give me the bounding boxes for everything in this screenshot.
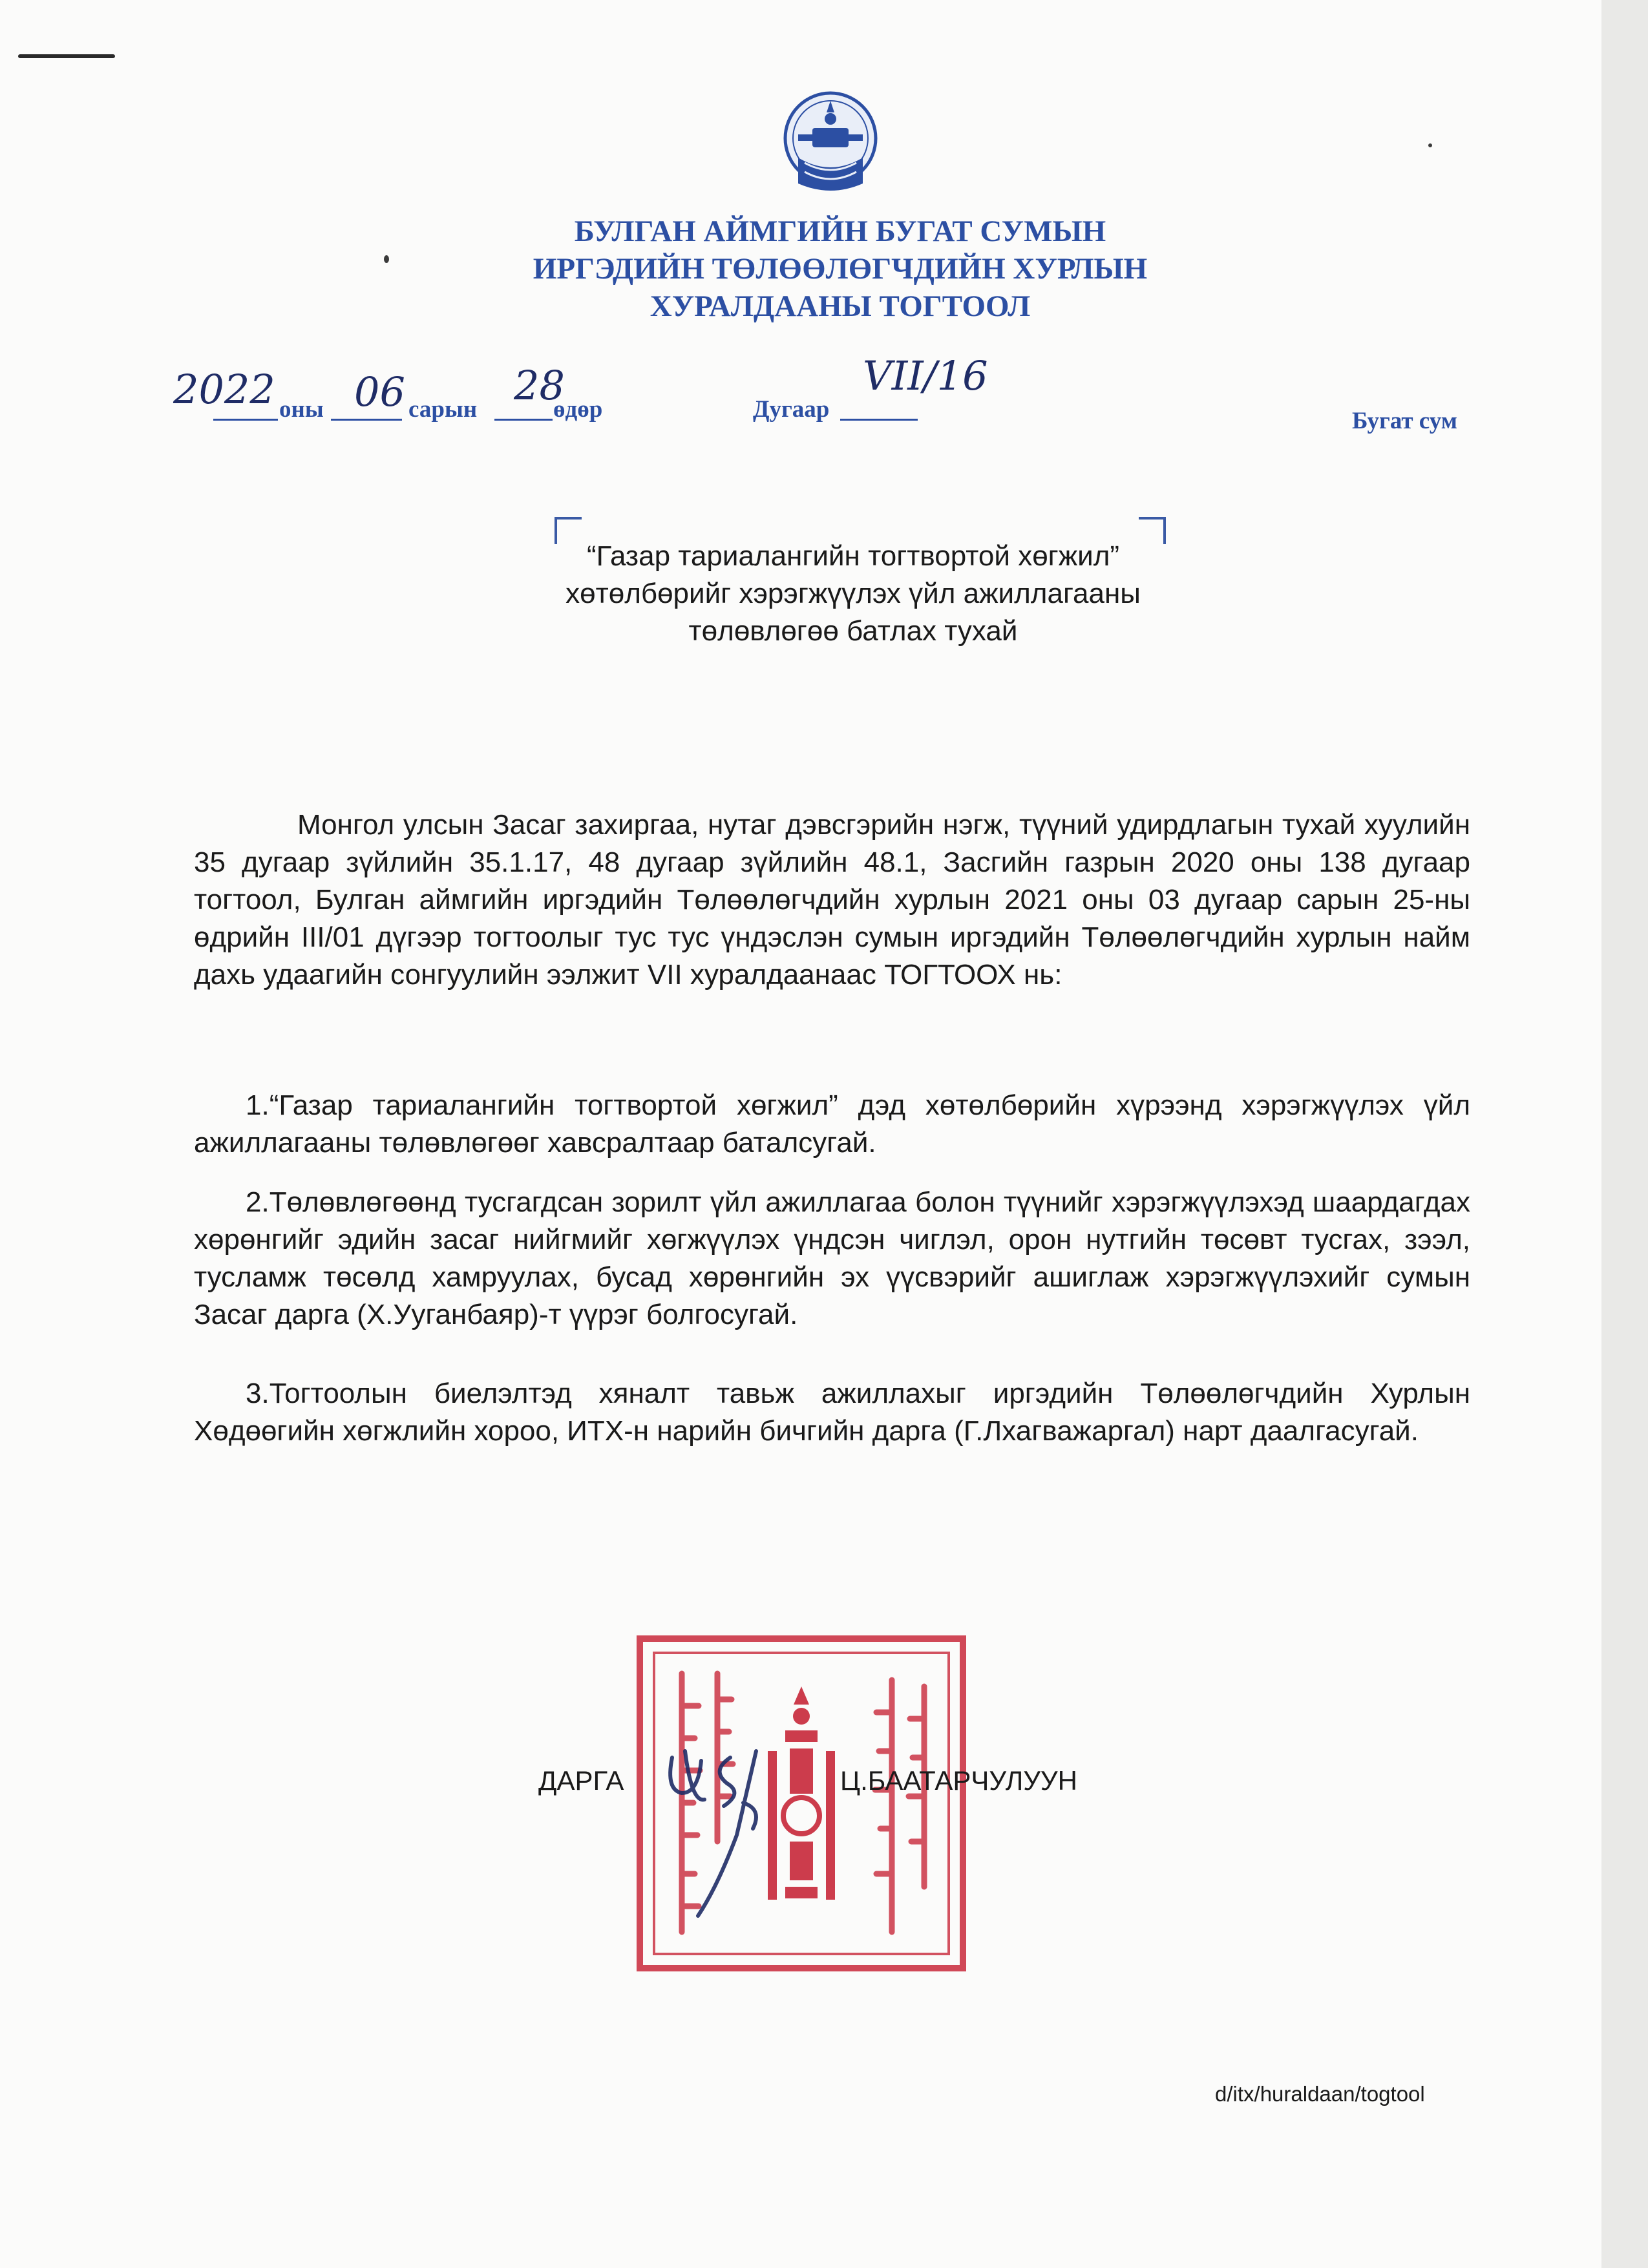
number-value: VII/16 [863, 352, 988, 399]
signatory-name: Ц.БААТАРЧУЛУУН [840, 1765, 1077, 1796]
date-year: 2022 [173, 366, 275, 413]
date-month-label: сарын [408, 396, 478, 423]
organization-line-1: БУЛГАН АЙМГИЙН БУГАТ СУМЫН [574, 215, 1106, 248]
subject-line-3: төлөвлөгөө батлах тухай [688, 615, 1018, 647]
subject-line-2: хөтөлбөрийг хэрэгжүүлэх үйл ажиллагааны [565, 578, 1141, 609]
resolution-item-3: 3.Тогтоолын биелэлтэд хяналт тавьж ажиллахыг иргэдийн Төлөөлөгчдийн Хурлын Хөдөөгийн хөгжлийн хороо, ИТХ-н нарийн бичгийн дарга (Г.Лхагважаргал) нарт даалгасугай. [194, 1378, 1470, 1447]
resolution-item-2: 2.Төлөвлөгөөнд тусгагдсан зорилт үйл ажиллагаа болон түүнийг хэрэгжүүлэхэд шаардагдах хөрөнгийг эдийн засаг нийгмийг хөгжүүлэх үндсэн чиглэл, орон нутгийн төсөвт тусгах, зээл, тусламж төсөлд хамруулах, бусад хөрөнгийн эх үүсвэрийг ашиглаж хэрэгжүүлэхийг сумын Засаг дарга (Х.Ууганбаяр)-т үүрэг болгосугай. [194, 1186, 1470, 1330]
mongolia-state-emblem-icon [779, 87, 882, 203]
organization-line-2: ИРГЭДИЙН ТӨЛӨӨЛӨГЧДИЙН ХУРЛЫН [533, 252, 1148, 286]
speck [1428, 143, 1432, 147]
date-day-underline [494, 419, 553, 421]
date-day-label: өдөр [553, 396, 603, 423]
date-month: 06 [354, 368, 405, 415]
resolution-item-1: 1.“Газар тариалангийн тогтвортой хөгжил” дэд хөтөлбөрийн хүрээнд хэрэгжүүлэх үйл ажиллагааны төлөвлөгөөг хавсралтаар баталсугай. [194, 1089, 1470, 1159]
signatory-title: ДАРГА [538, 1765, 624, 1796]
scan-edge [1601, 0, 1648, 2268]
preamble-paragraph: Монгол улсын Засаг захиргаа, нутаг дэвсгэрийн нэгж, түүний удирдлагын тухай хуулийн 35 дугаар зүйлийн 35.1.17, 48 дугаар зүйлийн 48.1, Засгийн газрын 2020 оны 138 дугаар тогтоол, Булган аймгийн иргэдийн Төлөөлөгчдийн хурлын 2021 оны 03 дугаар сарын 25-ны өдрийн III/01 дүгээр тогтоолыг тус тус үндэслэн сумын иргэдийн Төлөөлөгчдийн хурлын найм дахь удаагийн сонгуулийн ээлжит VII хуралдаанаас ТОГТООХ нь: [194, 809, 1470, 991]
document-type-title: ХУРАЛДААНЫ ТОГТООЛ [650, 289, 1031, 323]
date-day: 28 [514, 362, 565, 409]
corner-mark [18, 54, 115, 58]
place: Бугат сум [1352, 408, 1457, 434]
date-year-label: оны [279, 396, 324, 423]
date-month-underline [331, 419, 402, 421]
number-label: Дугаар [753, 396, 830, 423]
handwritten-signature [646, 1732, 788, 1926]
footer-reference: d/itx/huraldaan/togtool [1215, 2082, 1425, 2106]
number-underline [840, 419, 918, 421]
date-year-underline [213, 419, 278, 421]
subject-line-1: “Газар тариалангийн тогтвортой хөгжил” [586, 540, 1120, 572]
